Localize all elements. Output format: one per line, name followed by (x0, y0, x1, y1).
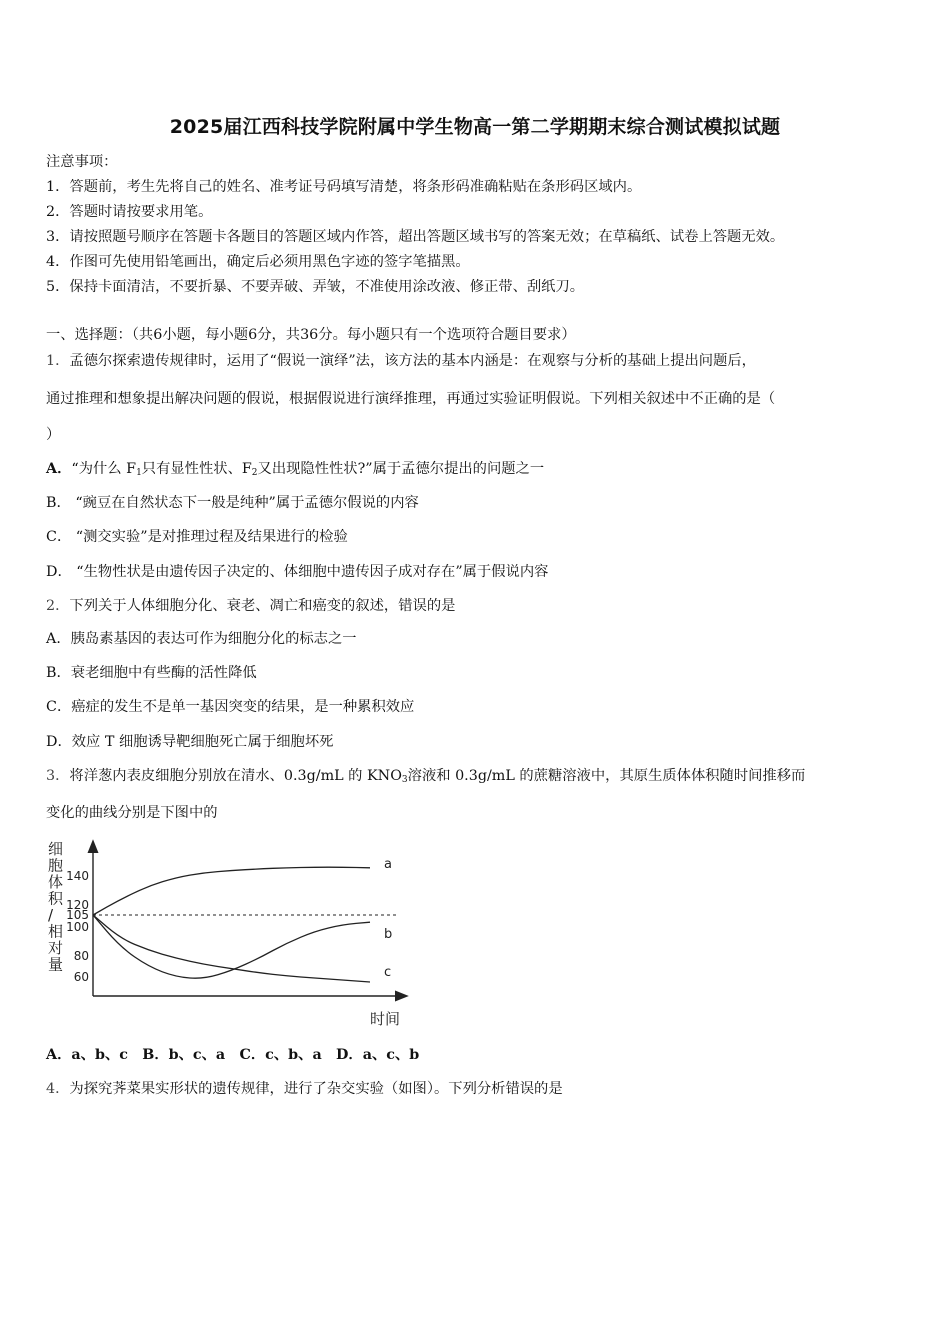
q2-stem-text: 下列关于人体细胞分化、衰老、凋亡和癌变的叙述，错误的是 (69, 598, 456, 614)
y-tick-label: 60 (73, 970, 89, 984)
q3-text-2: 溶液和 0.3g/mL 的蔗糖溶液中，其原生质体体积随时间推移而 (407, 768, 806, 784)
q2-option-b: B．衰老细胞中有些酶的活性降低 (46, 665, 257, 681)
q2-option-d: D．效应 T 细胞诱导靶细胞死亡属于细胞坏死 (46, 734, 334, 750)
q2-option-c: C．癌症的发生不是单一基因突变的结果，是一种累积效应 (46, 699, 415, 715)
x-axis-label: 时间 (370, 1010, 401, 1028)
y-tick-label: 80 (73, 949, 89, 963)
q3-options: A．a、b、c B．b、c、a C．c、b、a D．a、c、b (46, 1047, 420, 1063)
q1-option-a-text-3: 又出现隐性性状?”属于孟德尔提出的问题之一 (257, 461, 545, 477)
q3-line-2: 变化的曲线分别是下图中的 (46, 805, 218, 821)
y-tick-label: 140 (66, 869, 89, 883)
cell-volume-chart (40, 838, 420, 1034)
notice-item-3: 3．请按照题号顺序在答题卡各题目的答题区域内作答，超出答题区域书写的答案无效；在草稿纸、试卷上答题无效。 (46, 229, 785, 245)
q1-option-a-text-1: “为什么 F (71, 461, 137, 477)
notice-item-1: 1．答题前，考生先将自己的姓名、准考证号码填写清楚，将条形码准确粘贴在条形码区域内。 (46, 179, 642, 195)
curve-a (93, 867, 370, 915)
q1-line-2: 通过推理和想象提出解决问题的假说，根据假说进行演绎推理，再通过实验证明假说。下列相关叙述中不正确的是（ (46, 391, 776, 407)
q4-stem-text: 为探究荠菜果实形状的遗传规律，进行了杂交实验（如图）。下列分析错误的是 (69, 1081, 563, 1097)
q1-option-a (46, 459, 544, 483)
y-tick-label: 100 (66, 920, 89, 934)
q4-stem (46, 1079, 563, 1099)
y-axis-label: 细胞体积/相对量 (48, 840, 64, 974)
curve-label-a: a (384, 856, 392, 872)
q1-option-b: B． “豌豆在自然状态下一般是纯种”属于孟德尔假说的内容 (46, 495, 419, 511)
q1-option-c: C． “测交实验”是对推理过程及结果进行的检验 (46, 529, 348, 545)
q2-stem (46, 596, 455, 616)
q1-line-1 (46, 351, 756, 371)
q1-number: 1． (46, 353, 70, 369)
q1-option-d: D． “生物性状是由遗传因子决定的、体细胞中遗传因子成对存在”属于假说内容 (46, 564, 549, 580)
notice-heading: 注意事项： (46, 154, 118, 170)
notice-item-4: 4．作图可先使用铅笔画出，确定后必须用黑色字迹的签字笔描黑。 (46, 254, 470, 270)
q2-number: 2． (46, 598, 70, 614)
curve-label-c: c (384, 965, 392, 980)
page-title: 2025届江西科技学院附属中学生物高一第二学期期末综合测试模拟试题 (169, 116, 781, 138)
q1-text-1: 孟德尔探索遗传规律时，运用了“假说一演绎”法，该方法的基本内涵是：在观察与分析的基础上提出问题后， (69, 353, 756, 369)
q4-number: 4． (46, 1081, 70, 1097)
q3-number: 3． (46, 768, 70, 784)
curve-c (93, 915, 370, 982)
notice-item-5: 5．保持卡面清洁，不要折暴、不要弄破、弄皱，不准使用涂改液、修正带、刮纸刀。 (46, 279, 585, 295)
q2-option-a: A．胰岛素基因的表达可作为细胞分化的标志之一 (46, 631, 357, 647)
q1-line-3: ） (46, 427, 61, 443)
q1-option-a-sub-2: 2 (251, 468, 258, 478)
q3-line-1 (46, 766, 805, 790)
q1-option-a-label: A． (46, 461, 72, 477)
notice-item-2: 2．答题时请按要求用笔。 (46, 204, 213, 220)
curve-label-b: b (384, 927, 393, 943)
section-heading: 一、选择题：（共6小题，每小题6分，共36分。每小题只有一个选项符合题目要求） (46, 327, 576, 343)
q3-sub: 3 (401, 775, 408, 785)
y-tick-label: 105 (66, 908, 89, 922)
q1-option-a-sub-1: 1 (136, 468, 142, 478)
y-tick-label: 120 (66, 898, 89, 912)
q3-text-1: 将洋葱内表皮细胞分别放在清水、0.3g/mL 的 KNO (69, 768, 402, 784)
q1-option-a-text-2: 只有显性性状、F (141, 461, 252, 477)
